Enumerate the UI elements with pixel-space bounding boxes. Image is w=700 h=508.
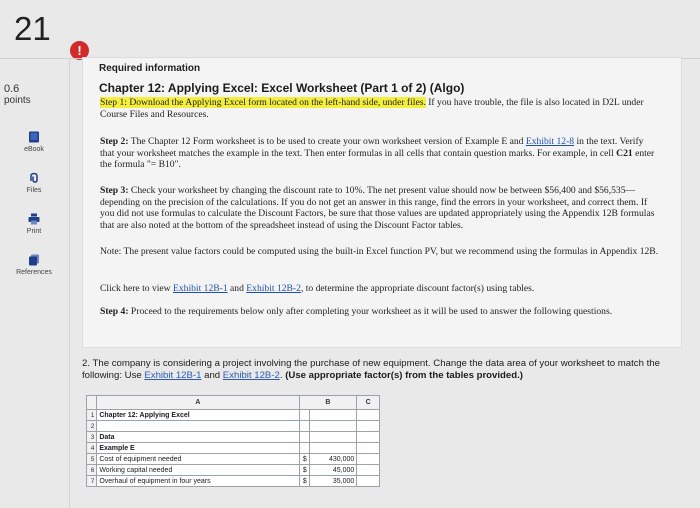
cell-b: 35,000: [309, 476, 356, 487]
alert-icon: !: [70, 41, 89, 60]
question-number: 21: [14, 10, 51, 47]
cell-dollar: $: [299, 465, 309, 476]
table-row: [87, 465, 380, 476]
cell-ref: C21: [616, 147, 633, 159]
cell-c: [357, 465, 380, 476]
files-icon: [28, 172, 40, 184]
cell-c: [357, 476, 380, 487]
q2-period: .: [279, 369, 286, 381]
cell-a: Cost of equipment needed: [97, 454, 299, 465]
table-row: [87, 410, 380, 421]
row-number: 6: [87, 465, 97, 476]
step-4-text: Proceed to the requirements below only after completing your worksheet as it will be used to answer the following questions.: [128, 306, 613, 317]
cell-b: [309, 410, 356, 421]
row-number: 4: [87, 443, 97, 454]
cell-dollar: [299, 432, 309, 443]
step-1: [100, 97, 660, 120]
step-2-text-c: enter the formula "= B10".: [100, 147, 655, 171]
column-header-a: A: [97, 396, 299, 410]
files-button[interactable]: [10, 172, 58, 194]
row-number: 2: [87, 421, 97, 432]
cell-a: Example E: [97, 443, 299, 454]
click-text-b: , to determine the appropriate discount factor(s) using tables.: [300, 283, 535, 294]
exhibit-12-8-link[interactable]: Exhibit 12-8: [525, 136, 575, 147]
exhibit-instruction: [100, 283, 660, 295]
cell-dollar: $: [299, 476, 309, 487]
click-text-a: Click here to view: [100, 283, 173, 294]
click-text-and: and: [227, 283, 247, 294]
q2-exhibit-12b-1-link[interactable]: Exhibit 12B-1: [144, 369, 202, 381]
cell-b: [309, 421, 356, 432]
references-icon: [28, 254, 40, 266]
chapter-title: Chapter 12: Applying Excel: Excel Worksheet (Part 1 of 2) (Algo): [99, 81, 465, 95]
print-label: Print: [26, 228, 42, 235]
cell-dollar: [299, 410, 309, 421]
points-display: [4, 83, 31, 107]
row-number: 7: [87, 476, 97, 487]
cell-b: [309, 443, 356, 454]
sidebar-divider: [69, 59, 70, 508]
corner-cell: [87, 396, 97, 410]
exhibit-12b-1-link[interactable]: Exhibit 12B-1: [173, 283, 228, 294]
cell-a: Data: [97, 432, 299, 443]
cell-dollar: [299, 443, 309, 454]
table-row: [87, 432, 380, 443]
table-row: [87, 476, 380, 487]
column-header-b: B: [299, 396, 357, 410]
cell-c: [357, 454, 380, 465]
step-3-label: Step 3:: [100, 185, 129, 196]
references-label: References: [16, 269, 52, 276]
book-icon: [28, 131, 40, 143]
required-heading: Required information: [99, 63, 201, 74]
cell-c: [357, 443, 380, 454]
step-4-label: Step 4:: [100, 306, 129, 317]
q2-exhibit-12b-2-link[interactable]: Exhibit 12B-2: [222, 369, 280, 381]
step-2-text-b: in the text. Verify that your worksheet matches the example in the text. Then enter formulas in all cells that contain question marks. For example, in cell: [100, 136, 644, 159]
q2-text: 2. The company is considering a project involving the purchase of new equipment. Change the data area of your worksheet to match the following: Use: [82, 358, 660, 381]
step-4: [100, 306, 660, 318]
references-button[interactable]: [10, 254, 58, 276]
files-label: Files: [26, 187, 42, 194]
points-value: 0.6: [4, 83, 20, 95]
table-row: [87, 443, 380, 454]
step-1-highlight: Step 1: Download the Applying Excel form located on the left-hand side, under files.: [100, 97, 426, 108]
cell-c: [357, 421, 380, 432]
print-button[interactable]: [10, 213, 58, 235]
table-row: [87, 421, 380, 432]
cell-b: 45,000: [309, 465, 356, 476]
table-row: [87, 454, 380, 465]
cell-c: [357, 432, 380, 443]
points-label: points: [4, 95, 31, 106]
column-header-row: [87, 396, 380, 410]
step-1-rest: If you have trouble, the file is also located in D2L under Course Files and Resources.: [100, 97, 644, 120]
note: Note: The present value factors could be computed using the built-in Excel function PV, but we recommend using the formulas in Appendix 12B.: [100, 246, 659, 257]
column-header-c: C: [357, 396, 380, 410]
row-number: 1: [87, 410, 97, 421]
step-2-text-a: The Chapter 12 Form worksheet is to be used to create your own worksheet version of Example E and: [128, 136, 526, 147]
row-number: 5: [87, 454, 97, 465]
ebook-button[interactable]: [10, 131, 58, 153]
cell-dollar: [299, 421, 309, 432]
step-3-text: Check your worksheet by changing the discount rate to 10%. The net present value should now be between $56,400 and $56,535—depending on the precision of the calculations. If you do not get an answer in this range, find the errors in your worksheet, and correct them. If you did not use formulas to calculate the Discount Factors, be sure that those values are updated appropriately using the Appendix 12B formulas that are also noted at the bottom of the spreadsheet instead of using the Discount Factor tables.: [100, 185, 655, 231]
cell-a: Overhaul of equipment in four years: [97, 476, 299, 487]
cell-b: 430,000: [309, 454, 356, 465]
step-2: [100, 136, 660, 171]
cell-c: [357, 410, 380, 421]
cell-a: [97, 421, 299, 432]
ebook-label: eBook: [24, 146, 44, 153]
cell-a: Working capital needed: [97, 465, 299, 476]
question-2-prompt: [82, 358, 682, 381]
row-number: 3: [87, 432, 97, 443]
step-2-label: Step 2:: [100, 136, 129, 147]
worksheet-table: [86, 395, 380, 487]
q2-instruction: (Use appropriate factor(s) from the tables provided.): [285, 369, 523, 381]
cell-b: [309, 432, 356, 443]
exhibit-12b-2-link[interactable]: Exhibit 12B-2: [246, 283, 301, 294]
cell-dollar: $: [299, 454, 309, 465]
print-icon: [28, 213, 40, 225]
step-3: [100, 185, 660, 231]
cell-a: Chapter 12: Applying Excel: [97, 410, 299, 421]
q2-and: and: [201, 369, 223, 381]
